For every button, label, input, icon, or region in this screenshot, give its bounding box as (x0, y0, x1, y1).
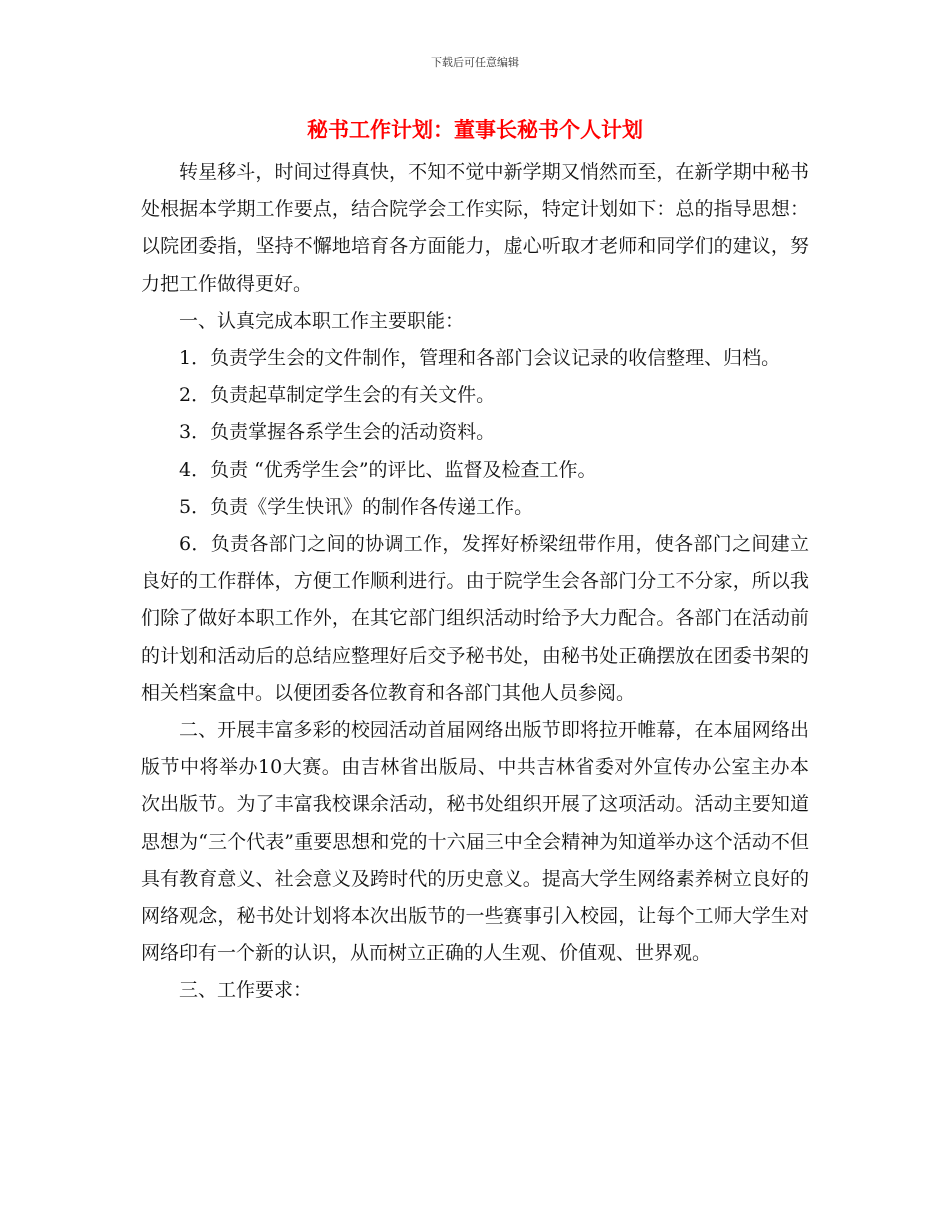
paragraph-item-6: 6．负责各部门之间的协调工作，发挥好桥梁纽带作用，使各部门之间建立良好的工作群体，方便工作顺利进行。由于院学生会各部门分工不分家，所以我们除了做好本职工作外，在其它部门组织活动时给予大力配合。各部门在活动前的计划和活动后的总结应整理好后交予秘书处，由秘书处正确摆放在团委书架的相关档案盒中。以便团委各位教育和各部门其他人员参阅。 (141, 533, 809, 704)
paragraph-item-2: 2．负责起草制定学生会的有关文件。 (179, 384, 496, 407)
paragraph-item-3: 3．负责掌握各系学生会的活动资料。 (179, 421, 496, 444)
paragraph-section-2: 二、开展丰富多彩的校园活动首届网络出版节即将拉开帷幕，在本届网络出版节中将举办10大赛。由吉林省出版局、中共吉林省委对外宣传办公室主办本次出版节。为了丰富我校课余活动，秘书处组织开展了这项活动。活动主要知道思想为“三个代表”重要思想和党的十六届三中全会精神为知道举办这个活动不但具有教育意义、社会意义及跨时代的历史意义。提高大学生网络素养树立良好的网络观念，秘书处计划将本次出版节的一些赛事引入校园，让每个工师大学生对网络印有一个新的认识，从而树立正确的人生观、价值观、世界观。 (141, 719, 809, 965)
paragraph-intro: 转星移斗，时间过得真快，不知不觉中新学期又悄然而至，在新学期中秘书处根据本学期工作要点，结合院学会工作实际，特定计划如下：总的指导思想：以院团委指，坚持不懈地培育各方面能力，虚心听取才老师和同学们的建议，努力把工作做得更好。 (141, 161, 809, 295)
paragraph-item-4: 4．负责 “优秀学生会”的评比、监督及检查工作。 (179, 458, 597, 481)
paragraph-item-1: 1．负责学生会的文件制作，管理和各部门会议记录的收信整理、归档。 (179, 347, 781, 370)
paragraph-section-3-heading: 三、工作要求： (179, 979, 313, 1002)
document-body (141, 154, 809, 1010)
document-title: 秘书工作计划：董事长秘书个人计划 (307, 118, 643, 142)
paragraph-item-5: 5．负责《学生快讯》的制作各传递工作。 (179, 495, 534, 518)
paragraph-section-1-heading: 一、认真完成本职工作主要职能： (179, 309, 465, 332)
header-note: 下载后可任意编辑 (431, 56, 519, 69)
